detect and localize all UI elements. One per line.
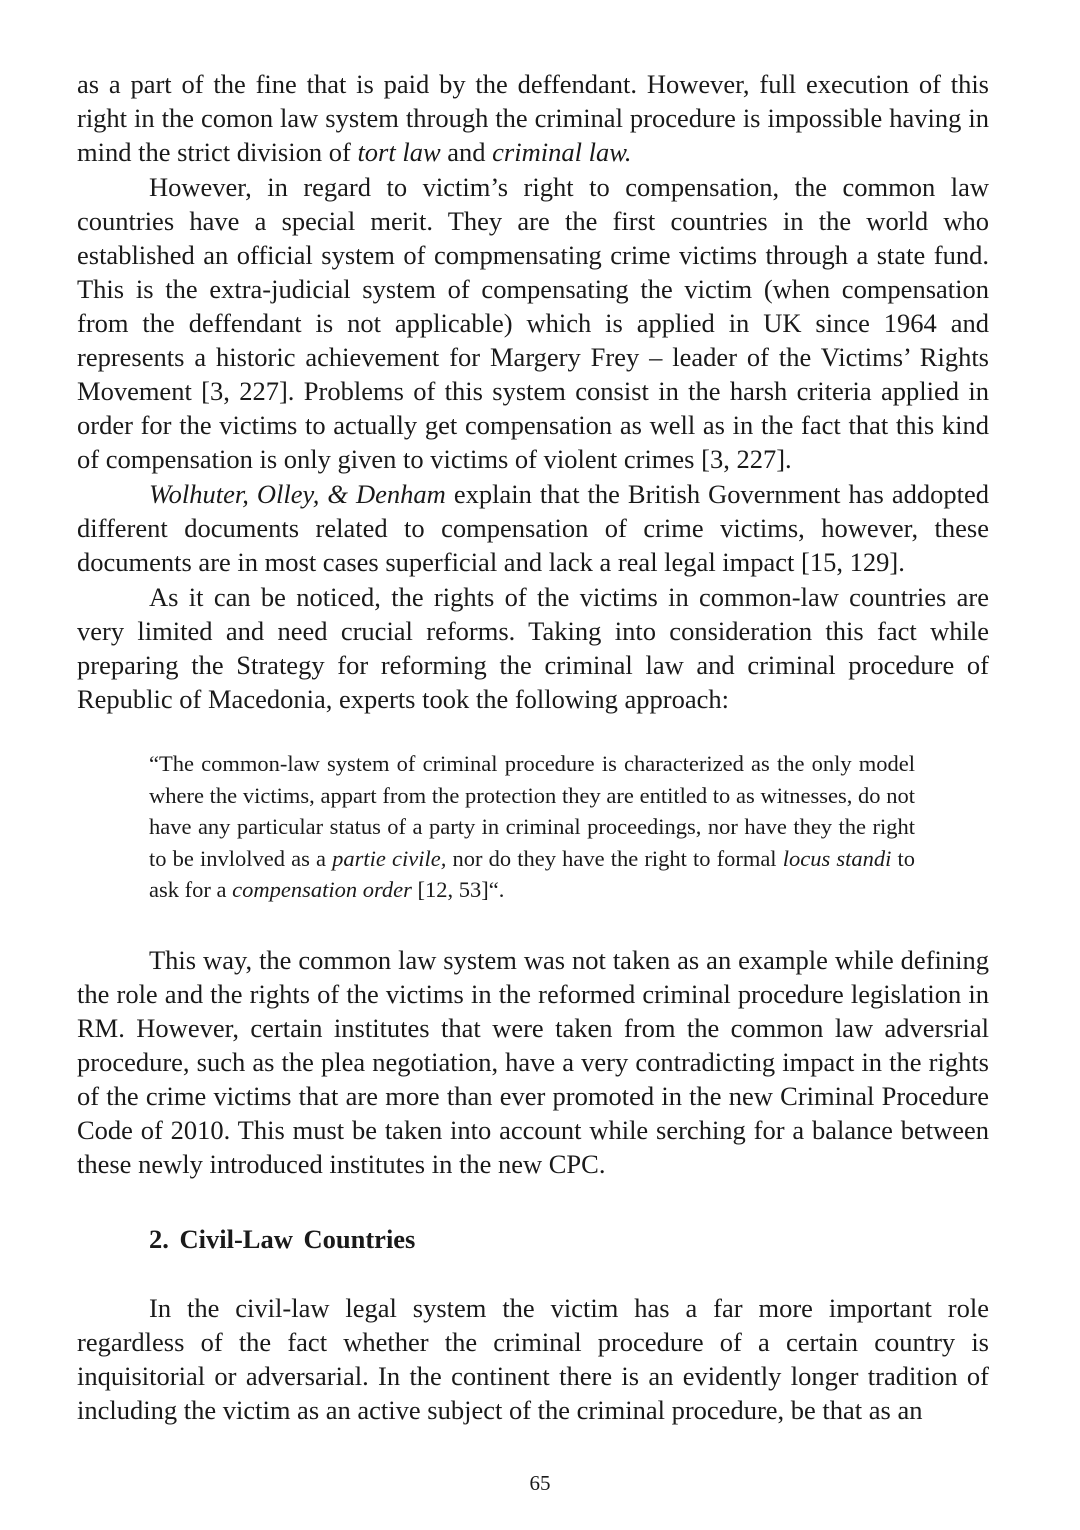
paragraph-british-government bbox=[77, 477, 989, 579]
paragraph-common-law-example: This way, the common law system was not taken as an example while defining the role and the rights of the victims in the reformed criminal procedure legislation in RM. However, certain institutes that were taken from the common law adversrial procedure, such as the plea negotiation, have a very contradicting impact in the rights of the crime victims that are more than ever promoted in the new Criminal Procedure Code of 2010. This must be taken into account while serching for a balance between these newly introduced institutes in the new CPC. bbox=[77, 945, 989, 1179]
paragraph-compensation-merit: However, in regard to victim’s right to compensation, the common law countries have a special merit. They are the first countries in the world who established an official system of compmensating crime victims through a state fund. This is the extra-judicial system of compensating the victim (when compensation from the deffendant is not applicable) which is applied in UK since 1964 and represents a historic achievement for Margery Frey – leader of the Victims’ Rights Movement [3, 227]. Problems of this system consist in the harsh criteria applied in order for the victims to actually get compensation as well as in the fact that this kind of compensation is only given to victims of violent crimes [3, 227]. bbox=[77, 172, 989, 474]
page-number: 65 bbox=[529, 1471, 551, 1495]
italic-authors: Wolhuter, Olley, & Denham bbox=[149, 479, 446, 509]
paragraph-text: and bbox=[440, 137, 493, 167]
quote-text: “The common-law system of criminal procedure is characterized as the only model where the victims, appart from the protection they are entitled to as witnesses, do not have any particular status of a party in criminal proceedings, nor have they the right to be invlolved as a bbox=[149, 751, 915, 871]
paragraph-reform-strategy: As it can be noticed, the rights of the victims in common-law countries are very limited and need crucial reforms. Taking into consideration this fact while preparing the Strategy for reforming the criminal law and criminal procedure of Republic of Macedonia, experts took the following approach: bbox=[77, 582, 989, 714]
paragraph-civil-law-system: In the civil-law legal system the victim has a far more important role regardless of the fact whether the criminal procedure of a certain country is inquisitorial or adversarial. In the continent there is an evidently longer tradition of including the victim as an active subject of the criminal procedure, be that as an bbox=[77, 1293, 989, 1425]
quote-text: [12, 53]“. bbox=[411, 877, 505, 902]
italic-term-criminal-law: criminal law. bbox=[492, 137, 632, 167]
italic-term-locus-standi: locus standi bbox=[782, 845, 892, 871]
italic-term-partie-civile: partie civile, bbox=[332, 845, 447, 871]
paragraph-text: as a part of the fine that is paid by the deffendant. However, full execution of this right in the comon law system through the criminal procedure is impossible having in mind the strict division of bbox=[77, 69, 989, 167]
paragraph-text: explain that the British Government has addopted different documents related to compensation of crime victims, however, these documents are in most cases superficial and lack a real legal impact [15, 129]. bbox=[77, 479, 989, 577]
block-quote bbox=[149, 748, 915, 906]
quote-text: nor do they have the right to formal bbox=[446, 845, 783, 871]
quote-text: to ask for a bbox=[149, 845, 915, 902]
italic-term-tort-law: tort law bbox=[357, 137, 441, 167]
italic-term-compensation-order: compensation order bbox=[232, 877, 412, 902]
section-heading: 2. Civil-Law Countries bbox=[149, 1224, 416, 1254]
paragraph-fine-continuation bbox=[77, 67, 989, 169]
